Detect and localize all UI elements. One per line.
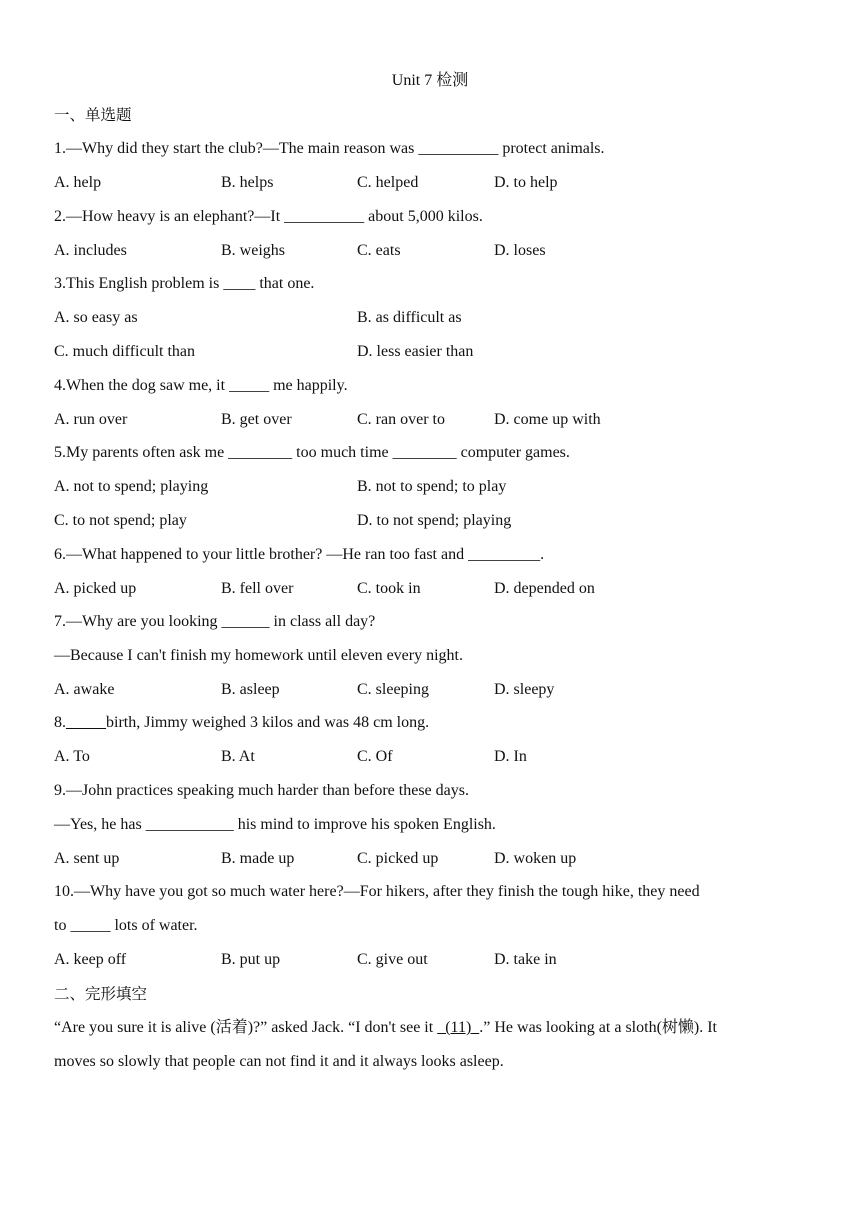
question-6-option-c: C. took in [357,580,421,597]
question-8-number: 8. [54,714,66,731]
question-5-option-c: C. to not spend; play [54,512,187,529]
question-7-stem: 7.—Why are you looking ______ in class all day? [54,613,376,630]
question-1-option-c: C. helped [357,174,419,191]
question-9-option-c: C. picked up [357,850,439,867]
question-8-stem [54,712,429,734]
question-9-option-a: A. sent up [54,850,120,867]
question-1-option-d: D. to help [494,174,558,191]
passage-line-2: moves so slowly that people can not find it and it always looks asleep. [54,1053,504,1070]
question-3-stem: 3.This English problem is ____ that one. [54,275,315,292]
question-4-option-b: B. get over [221,411,292,428]
question-6-option-d: D. depended on [494,580,595,597]
question-10-option-c: C. give out [357,951,428,968]
question-10-stem-continued: to _____ lots of water. [54,917,198,934]
question-4-option-d: D. come up with [494,411,601,428]
question-10-stem: 10.—Why have you got so much water here?—For hikers, after they finish the tough hike, they need [54,883,700,900]
question-6-option-b: B. fell over [221,580,294,597]
question-10-option-a: A. keep off [54,951,127,968]
question-5-option-a: A. not to spend; playing [54,478,209,495]
question-10-option-b: B. put up [221,951,281,968]
question-3-option-d: D. less easier than [357,343,474,360]
question-5-option-b: B. not to spend; to play [357,478,507,495]
question-4-option-a: A. run over [54,411,128,428]
question-2-option-d: D. loses [494,242,546,259]
question-7-stem-reply: —Because I can't finish my homework until eleven every night. [54,647,463,664]
question-1-option-b: B. helps [221,174,274,191]
question-8-option-c: C. Of [357,748,393,765]
question-7-option-d: D. sleepy [494,681,555,698]
question-7-option-b: B. asleep [221,681,280,698]
question-4-option-c: C. ran over to [357,411,445,428]
question-9-stem-reply: —Yes, he has ___________ his mind to improve his spoken English. [54,816,496,833]
question-6-option-a: A. picked up [54,580,137,597]
passage-line-1-end: .” He was looking at a sloth(树懒). It [479,1019,717,1036]
question-3-option-c: C. much difficult than [54,343,196,360]
question-2-option-a: A. includes [54,242,127,259]
question-5-stem: 5.My parents often ask me ________ too much time ________ computer games. [54,444,570,461]
question-5-option-d: D. to not spend; playing [357,512,512,529]
question-6-stem: 6.—What happened to your little brother? —He ran too fast and _________. [54,546,545,563]
passage-line-1 [54,1017,717,1039]
question-8-option-b: B. At [221,748,255,765]
question-3-option-b: B. as difficult as [357,309,462,326]
question-4-stem: 4.When the dog saw me, it _____ me happily. [54,377,348,394]
question-3-option-a: A. so easy as [54,309,138,326]
passage-blank-11: (11) [437,1019,480,1036]
question-1-stem: 1.—Why did they start the club?—The main reason was __________ protect animals. [54,140,605,157]
question-1-option-a: A. help [54,174,102,191]
question-8-text: birth, Jimmy weighed 3 kilos and was 48 cm long. [106,714,430,731]
question-7-option-c: C. sleeping [357,681,429,698]
section-heading-cloze: 二、完形填空 [54,985,148,1003]
question-2-option-c: C. eats [357,242,401,259]
question-9-option-d: D. woken up [494,850,577,867]
question-8-option-a: A. To [54,748,90,765]
document-title: Unit 7 检测 [391,72,469,89]
question-7-option-a: A. awake [54,681,115,698]
question-8-blank: _____ [66,714,106,731]
question-10-option-d: D. take in [494,951,557,968]
section-heading-single-choice: 一、单选题 [54,106,132,124]
question-9-stem: 9.—John practices speaking much harder than before these days. [54,782,469,799]
passage-line-1-start: “Are you sure it is alive (活着)?” asked Jack. “I don't see it [54,1019,438,1036]
question-2-option-b: B. weighs [221,242,285,259]
question-2-stem: 2.—How heavy is an elephant?—It __________ about 5,000 kilos. [54,208,483,225]
question-9-option-b: B. made up [221,850,295,867]
question-8-option-d: D. In [494,748,527,765]
